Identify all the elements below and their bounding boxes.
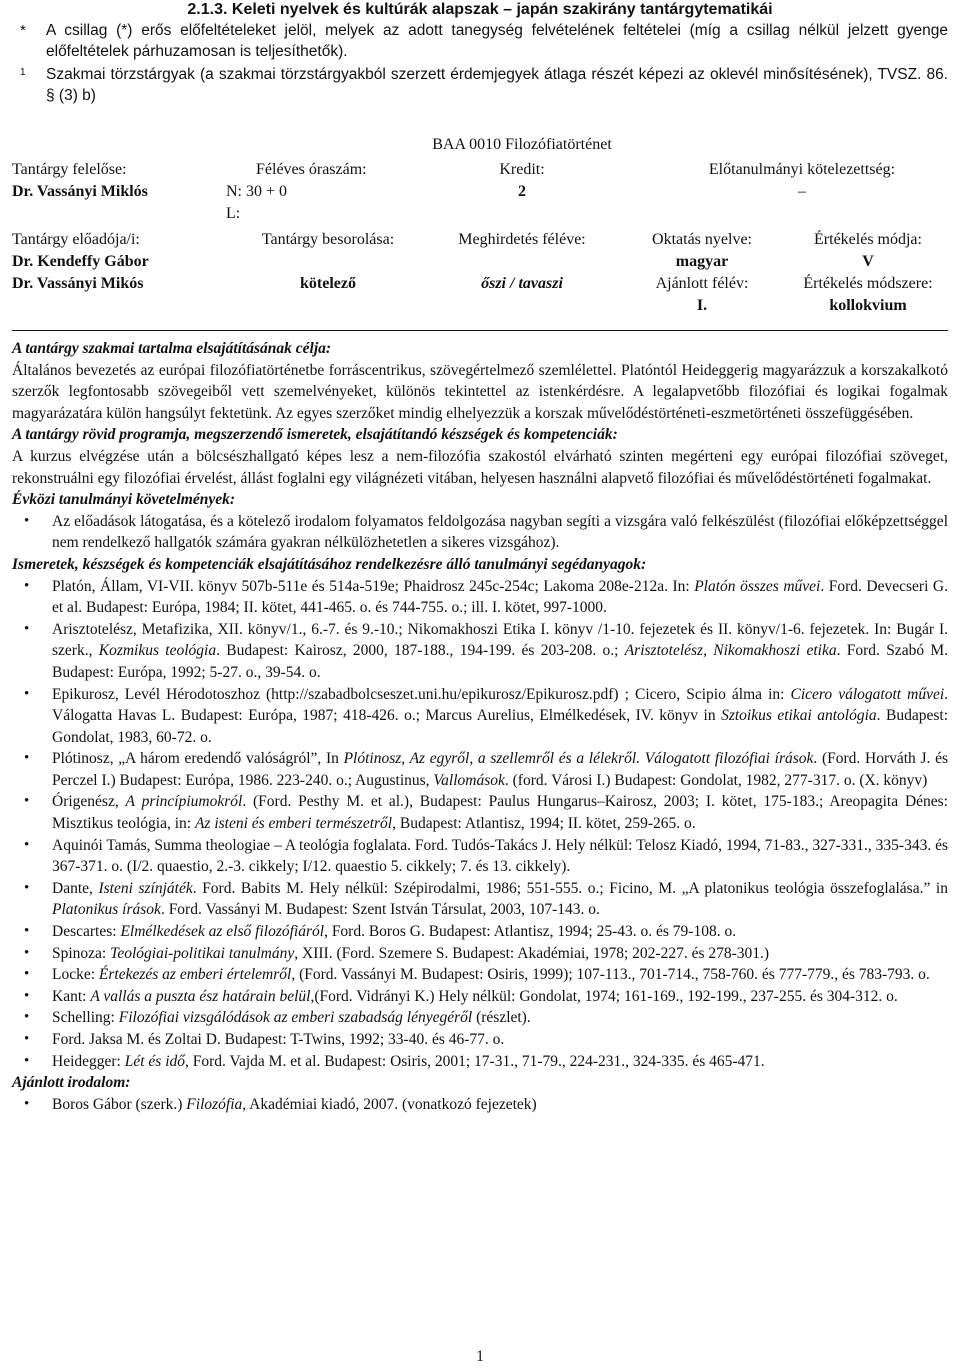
lecturer-2: Dr. Vassányi Mikós: [12, 275, 144, 292]
language-label: Oktatás nyelve:: [652, 231, 752, 248]
requirements-list: [12, 511, 948, 554]
eval-method-label: Értékelés módszere:: [803, 275, 933, 292]
reference-text: , Ford. Vajda M. et al. Budapest: Osiris, 2001; 17-31., 71-79., 224-231., 324-335. és 465-471.: [185, 1052, 765, 1070]
classification-value: kötelező: [300, 275, 356, 292]
list-item: [12, 791, 948, 834]
lecturer-1: Dr. Kendeffy Gábor: [12, 253, 149, 270]
reference-text: Spinoza:: [52, 944, 111, 962]
prereq-value: –: [798, 183, 806, 200]
reference-text: . (Ford. Horváth J. és Perczel I.) Budapest: Európa, 1986. 223-240. o.; Augustinus,: [52, 750, 948, 789]
responsible-name: Dr. Vassányi Miklós: [12, 183, 148, 200]
reference-text: Schelling:: [52, 1009, 119, 1027]
eval-mode-label: Értékelés módja:: [814, 231, 922, 248]
list-item: [12, 576, 948, 619]
list-item: [12, 684, 948, 749]
reference-text: Epikurosz, Levél Hérodotoszhoz (http://szabadbolcseszet.uni.hu/epikurosz/Epikurosz.pdf) ; Cicero, Scipio álma in:: [52, 685, 791, 703]
list-item: [12, 986, 948, 1008]
reference-text: Ford. Jaksa M. és Zoltai D. Budapest: T-Twins, 1992; 33-40. és 46-77. o.: [52, 1031, 505, 1048]
page-number: 1: [476, 1348, 484, 1365]
aim-text: Általános bevezetés az európai filozófiatörténetbe forráscentrikus, szövegértelmező szemlélettel. Platóntól Heideggerig magyarázzuk a korszakalkotó szerzők legfontosabb szövegeiből vett szemelvényeket, különös tekintettel az istenkérdésre. A legalapvetőbb filozófiai és logikai fogalmak magyarázatára külön hangsúlyt fektetünk. Az egyes szerzőket mindig elhelyezzük a korszak művelődéstörténeti-eszmetörténeti összefüggésében.: [12, 361, 948, 422]
work-title: Az isteni és emberi természetről: [194, 815, 393, 833]
list-item: [12, 921, 948, 943]
reference-text: Kant:: [52, 987, 91, 1005]
work-title: Elmélkedések az első filozófiáról: [120, 923, 325, 941]
list-item: [12, 835, 948, 878]
work-title: Isteni színjáték: [98, 879, 193, 897]
reference-text: . Ford. Babits M. Hely nélkül: Szépirodalmi, 1986; 551-555. o.; Ficino, M. „A platonikus teológia összefoglalása.” in: [192, 879, 948, 897]
work-title: Arisztotelész, Nikomakhoszi etika: [624, 642, 837, 660]
star-note-text: A csillag (*) erős előfeltételeket jelöl, melyek az adott tanegység felvételének feltételei (míg a csillag nélkül jelzett gyenge előfeltételek párhuzamosan is teljesíthetők).: [46, 22, 948, 60]
document-header: [12, 0, 948, 106]
lecturer-label: Tantárgy előadója/i:: [12, 231, 140, 248]
recommended-semester-value: I.: [696, 297, 708, 314]
reference-text: Aquinói Tamás, Summa theologiae – A teológia foglalata. Ford. Tudós-Takács J. Hely nélkül: Telosz Kiadó, 1994, 71-83., 327-331., 335-343. és 367-371. o. (I/2. quaestio, 2.-3. cikkely; I/12. quaestio 5. cikkely; 7. és 13. cikkely).: [52, 836, 948, 876]
program-heading: A tantárgy rövid programja, megszerzendő ismeretek, elsajátítandó készségek és kompetenciák:: [12, 426, 618, 444]
list-item: [12, 943, 948, 965]
work-title: A princípiumokról: [125, 793, 243, 811]
materials-heading: Ismeretek, készségek és kompetenciák elsajátításához rendelkezésre álló tanulmányi segédanyagok:: [12, 555, 647, 573]
responsible-label: Tantárgy felelőse:: [12, 161, 127, 178]
course-info-table: [12, 134, 952, 324]
star-note-mark: *: [20, 22, 26, 39]
reference-text: Arisztotelész, Metafizika, XII. könyv/1., 6.-7. és 9.-10.; Nikomakhoszi Etika I. könyv /1-10. fejezetek és II. könyv/1-6. fejezetek. In: Bugár I. szerk.,: [52, 620, 948, 660]
list-item: [12, 1051, 948, 1073]
semester-label: Meghirdetés féléve:: [458, 231, 586, 248]
reference-text: . Válogatta Havas L. Budapest: Európa, 1987; 418-426. o.; Marcus Aurelius, Elmélkedések, IV. könyv in: [52, 685, 949, 725]
hours-n: N: 30 + 0: [226, 183, 288, 200]
reference-text: Locke:: [52, 966, 99, 984]
work-title: Platón összes művei: [694, 577, 821, 595]
work-title: A vallás a puszta ész határain belül: [90, 987, 311, 1005]
work-title: Teológiai-politikai tanulmány: [110, 944, 295, 962]
reference-text: . Budapest: Kairosz, 2000, 187-188., 194-199. és 203-208. o.;: [216, 642, 625, 660]
footnote-1-text: Szakmai törzstárgyak (a szakmai törzstárgyakból szerzett érdemjegyek átlaga részét képezi az oklevél minősítésének), TVSZ. 86. § (3) b): [46, 66, 948, 104]
reference-text: Boros Gábor (szerk.): [52, 1095, 187, 1113]
list-item: [12, 748, 948, 791]
divider: [12, 330, 948, 331]
recommended-semester-label: Ajánlott félév:: [655, 275, 749, 292]
work-title: Lét és idő: [124, 1052, 186, 1070]
reference-text: . Ford. Devecseri G. et al. Budapest: Európa, 1984; II. kötet, 441-465. o. és 744-755. o.; ill. I. kötet, 997-1000.: [52, 577, 948, 617]
reference-text: ,(Ford. Vidrányi K.) Hely nélkül: Gondolat, 1974; 161-169., 192-199., 237-255. és 304-312. o.: [310, 987, 898, 1005]
reference-text: , (Ford. Vassányi M. Budapest: Osiris, 1999); 107-113., 701-714., 758-760. és 777-779., és 783-793. o.: [291, 966, 930, 984]
recommended-list: [12, 1094, 948, 1116]
reference-text: Órigenész,: [52, 793, 126, 811]
work-title: Platonikus írások: [52, 901, 161, 919]
reference-text: Descartes:: [52, 923, 121, 941]
eval-method-value: kollokvium: [829, 297, 907, 314]
list-item: [12, 619, 948, 684]
list-item: [12, 964, 948, 986]
language-value: magyar: [675, 253, 729, 270]
prereq-label: Előtanulmányi kötelezettség:: [708, 161, 896, 178]
aim-heading: A tantárgy szakmai tartalma elsajátításának célja:: [12, 340, 332, 357]
list-item: [12, 878, 948, 921]
list-item: [12, 1029, 948, 1051]
work-title: Cicero válogatott művei: [790, 685, 945, 703]
reference-text: , Akadémiai kiadó, 2007. (vonatkozó fejezetek): [242, 1095, 537, 1113]
list-item: [12, 1094, 948, 1116]
list-item: • Az előadások látogatása, és a kötelező irodalom folyamatos feldolgozása nagyban segíti a vizsgára való felkészülést (filozófiai előképzettséggel nem rendelkező hallgatók számára gyakran nélkülözhetetlen a sikeres vizsgához).: [12, 511, 948, 554]
reference-text: . (ford. Városi I.) Budapest: Gondolat, 1982, 277-317. o. (X. könyv): [504, 771, 928, 789]
hours-label: Féléves óraszám:: [256, 161, 367, 178]
reference-text: . Budapest: Gondolat, 1983, 60-72. o.: [52, 707, 949, 746]
semester-value: őszi / tavaszi: [481, 275, 563, 292]
course-code-title: BAA 0010 Filozófiatörténet: [432, 136, 612, 153]
requirements-heading: Évközi tanulmányi követelmények:: [12, 491, 236, 509]
classification-label: Tantárgy besorolása:: [261, 231, 395, 248]
star-note: [12, 20, 948, 62]
footnote-1: [12, 64, 948, 106]
reference-text: Platón, Állam, VI-VII. könyv 507b-511e és 514a-519e; Phaidrosz 245c-254c; Lakoma 208e-212a. In:: [52, 577, 695, 595]
work-title: Filozófiai vizsgálódások az emberi szabadság lényegéről: [118, 1009, 473, 1027]
footnote-1-mark: 1: [20, 67, 26, 78]
reference-text: . Ford. Vassányi M. Budapest: Szent István Társulat, 2003, 107-143. o.: [160, 901, 600, 919]
credit-value: 2: [518, 183, 526, 200]
reference-text: Plótinosz, „A három eredendő valóságról”, In: [52, 750, 344, 768]
work-title: Filozófia: [186, 1095, 243, 1113]
course-content: [12, 338, 948, 1115]
document-title: 2.1.3. Keleti nyelvek és kultúrák alapszak – japán szakirány tantárgytematikái: [187, 1, 773, 18]
work-title: Vallomások: [433, 771, 505, 789]
reference-text: . (Ford. Pesthy M. et al.), Budapest: Paulus Hungarus–Kairosz, 2003; I. kötet, 175-183.; Areopagita Dénes: Misztikus teológia, in:: [52, 793, 948, 833]
credit-label: Kredit:: [499, 161, 545, 178]
reference-text: , Ford. Boros G. Budapest: Atlantisz, 1994; 25-43. o. és 79-108. o.: [324, 923, 737, 941]
work-title: Kozmikus teológia: [98, 642, 217, 660]
reference-text: Dante,: [52, 879, 99, 897]
reference-text: Heidegger:: [52, 1052, 125, 1070]
materials-list: [12, 576, 948, 1073]
list-item: [12, 1007, 948, 1029]
reference-text: , XIII. (Ford. Szemere S. Budapest: Akadémiai, 1978; 202-227. és 278-301.): [294, 944, 770, 962]
reference-text: . Ford. Szabó M. Budapest: Európa, 1992; 5-27. o., 39-54. o.: [52, 642, 949, 681]
work-title: Plótinosz, Az egyről, a szellemről és a lélekről. Válogatott filozófiai írások: [343, 750, 814, 768]
hours-l: L:: [226, 205, 241, 222]
reference-text: , Budapest: Atlantisz, 1994; II. kötet, 259-265. o.: [392, 815, 696, 833]
work-title: Értekezés az emberi értelemről: [98, 966, 292, 984]
recommended-heading: Ajánlott irodalom:: [12, 1074, 131, 1092]
eval-mode-value: V: [862, 253, 874, 270]
reference-text: (részlet).: [472, 1009, 531, 1027]
work-title: Sztoikus etikai antológia: [721, 707, 877, 725]
program-text: A kurzus elvégzése után a bölcsészhallgató képes lesz a nem-filozófia szakostól elvárható szinten megérteni egy európai filozófiai szöveget, rekonstruálni egy filozófiai érvelést, állást foglalni egy világnézeti vitában, helyesen használni alapvető filozófiai és művelődéstörténeti fogalmakat.: [12, 447, 948, 487]
